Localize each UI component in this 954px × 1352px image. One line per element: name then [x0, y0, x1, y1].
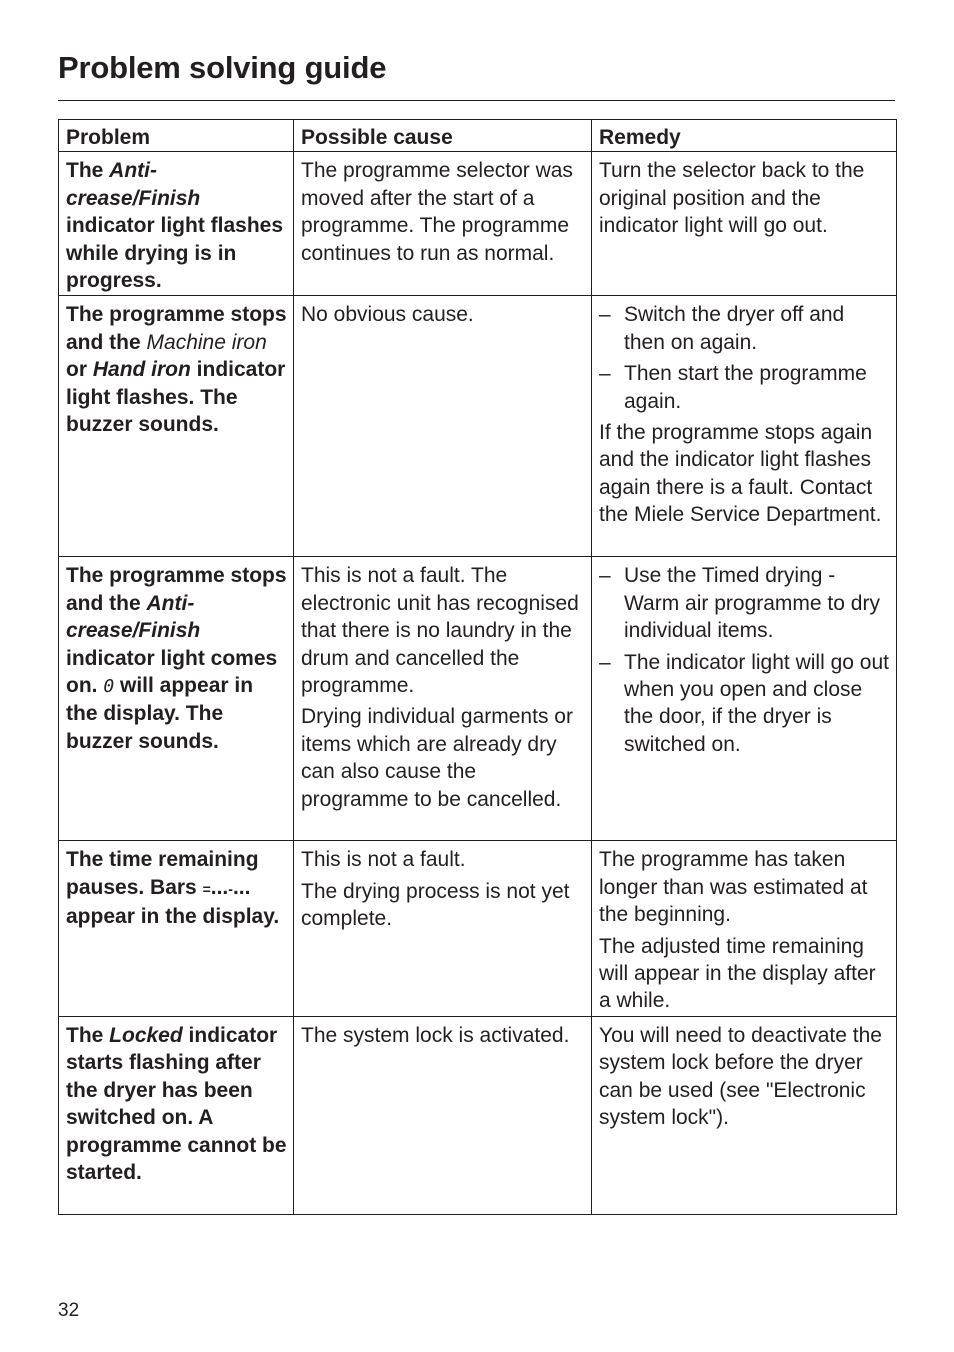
indicator-name: Anti-crease/Finish: [66, 159, 201, 210]
problem-cell: [59, 1016, 294, 1214]
problem-text: indicator starts flashing after the dryer has been switched on. A programme cannot be started.: [66, 1023, 287, 1184]
problem-text: The programme stops and the: [66, 303, 287, 354]
problem-cell: [59, 841, 294, 1016]
problem-text: The: [66, 1023, 110, 1047]
possible-cause-cell: [294, 152, 592, 296]
list-item: – Switch the dryer off and then on again.: [599, 301, 890, 356]
problem-cell: [59, 296, 294, 557]
header-problem: Problem: [59, 120, 294, 152]
problem-text: or: [66, 358, 93, 382]
problem-cell: [59, 152, 294, 296]
problem-text: will appear in the display. The buzzer sounds.: [66, 674, 254, 753]
table-row: [59, 841, 897, 1016]
table-row: [59, 1016, 897, 1214]
indicator-name: Anti-crease/Finish: [66, 591, 201, 643]
cause-text: The drying process is not yet complete.: [301, 879, 570, 931]
display-bars: -: [228, 880, 233, 897]
problem-text: ... appear in the display.: [66, 875, 280, 929]
problem-text: indicator light comes on.: [66, 646, 278, 698]
possible-cause-cell: [294, 557, 592, 841]
table-row: [59, 557, 897, 841]
remedy-cell: [592, 841, 897, 1016]
table-body: [59, 152, 897, 1214]
cause-text: Drying individual garments or items which are already dry can also cause the programme to be cancelled.: [301, 705, 573, 811]
cause-text: No obvious cause.: [301, 303, 474, 327]
remedy-text: If the programme stops again and the indicator light flashes again there is a fault. Contact the Miele Service Department.: [599, 421, 882, 527]
table-row: [59, 296, 897, 557]
cause-text: The system lock is activated.: [301, 1023, 570, 1047]
problem-text: indicator light flashes while drying is in progress.: [66, 214, 284, 293]
remedy-cell: [592, 152, 897, 296]
cause-text: This is not a fault. The electronic unit has recognised that there is no laundry in the drum and cancelled the programme.: [301, 564, 579, 698]
problem-text: The: [66, 159, 110, 183]
problem-cell: [59, 557, 294, 841]
problem-text: The time remaining pauses. Bars: [66, 848, 259, 899]
remedy-step-list: [599, 562, 890, 758]
remedy-text: The programme has taken longer than was estimated at the beginning.: [599, 848, 868, 927]
table-header-row: [59, 120, 897, 152]
problem-solving-table: [58, 119, 897, 1215]
indicator-name: Locked: [109, 1023, 183, 1047]
possible-cause-cell: [294, 841, 592, 1016]
remedy-text: You will need to deactivate the system lock before the dryer can be used (see "Electronic system lock").: [599, 1023, 882, 1130]
header-possible-cause: Possible cause: [294, 120, 592, 152]
list-item: – The indicator light will go out when you open and close the door, if the dryer is switched on.: [599, 649, 890, 759]
cause-text: The programme selector was moved after the start of a programme. The programme continues to run as normal.: [301, 159, 573, 265]
remedy-cell: [592, 296, 897, 557]
problem-text: ...: [210, 875, 229, 899]
list-item: – Use the Timed drying - Warm air programme to dry individual items.: [599, 562, 890, 644]
table-row: [59, 152, 897, 296]
list-item: – Then start the programme again.: [599, 360, 890, 415]
header-remedy: Remedy: [592, 120, 897, 152]
cause-text: This is not a fault.: [301, 848, 466, 872]
page-number: 32: [58, 1300, 80, 1321]
page-title: Problem solving guide: [58, 50, 387, 85]
remedy-step-list: [599, 301, 890, 415]
indicator-name: Hand iron: [92, 358, 191, 382]
title-divider: [58, 100, 895, 101]
problem-text: The programme stops and the: [66, 564, 287, 615]
display-digit: 0: [103, 676, 115, 698]
remedy-text: Turn the selector back to the original position and the indicator light will go out.: [599, 159, 865, 238]
remedy-cell: [592, 1016, 897, 1214]
problem-text: indicator light flashes. The buzzer sounds.: [66, 358, 286, 437]
display-bars: =: [202, 880, 211, 897]
possible-cause-cell: [294, 1016, 592, 1214]
remedy-cell: [592, 557, 897, 841]
indicator-name: Machine iron: [146, 330, 267, 354]
possible-cause-cell: [294, 296, 592, 557]
remedy-text: The adjusted time remaining will appear in the display after a while.: [599, 934, 876, 1013]
